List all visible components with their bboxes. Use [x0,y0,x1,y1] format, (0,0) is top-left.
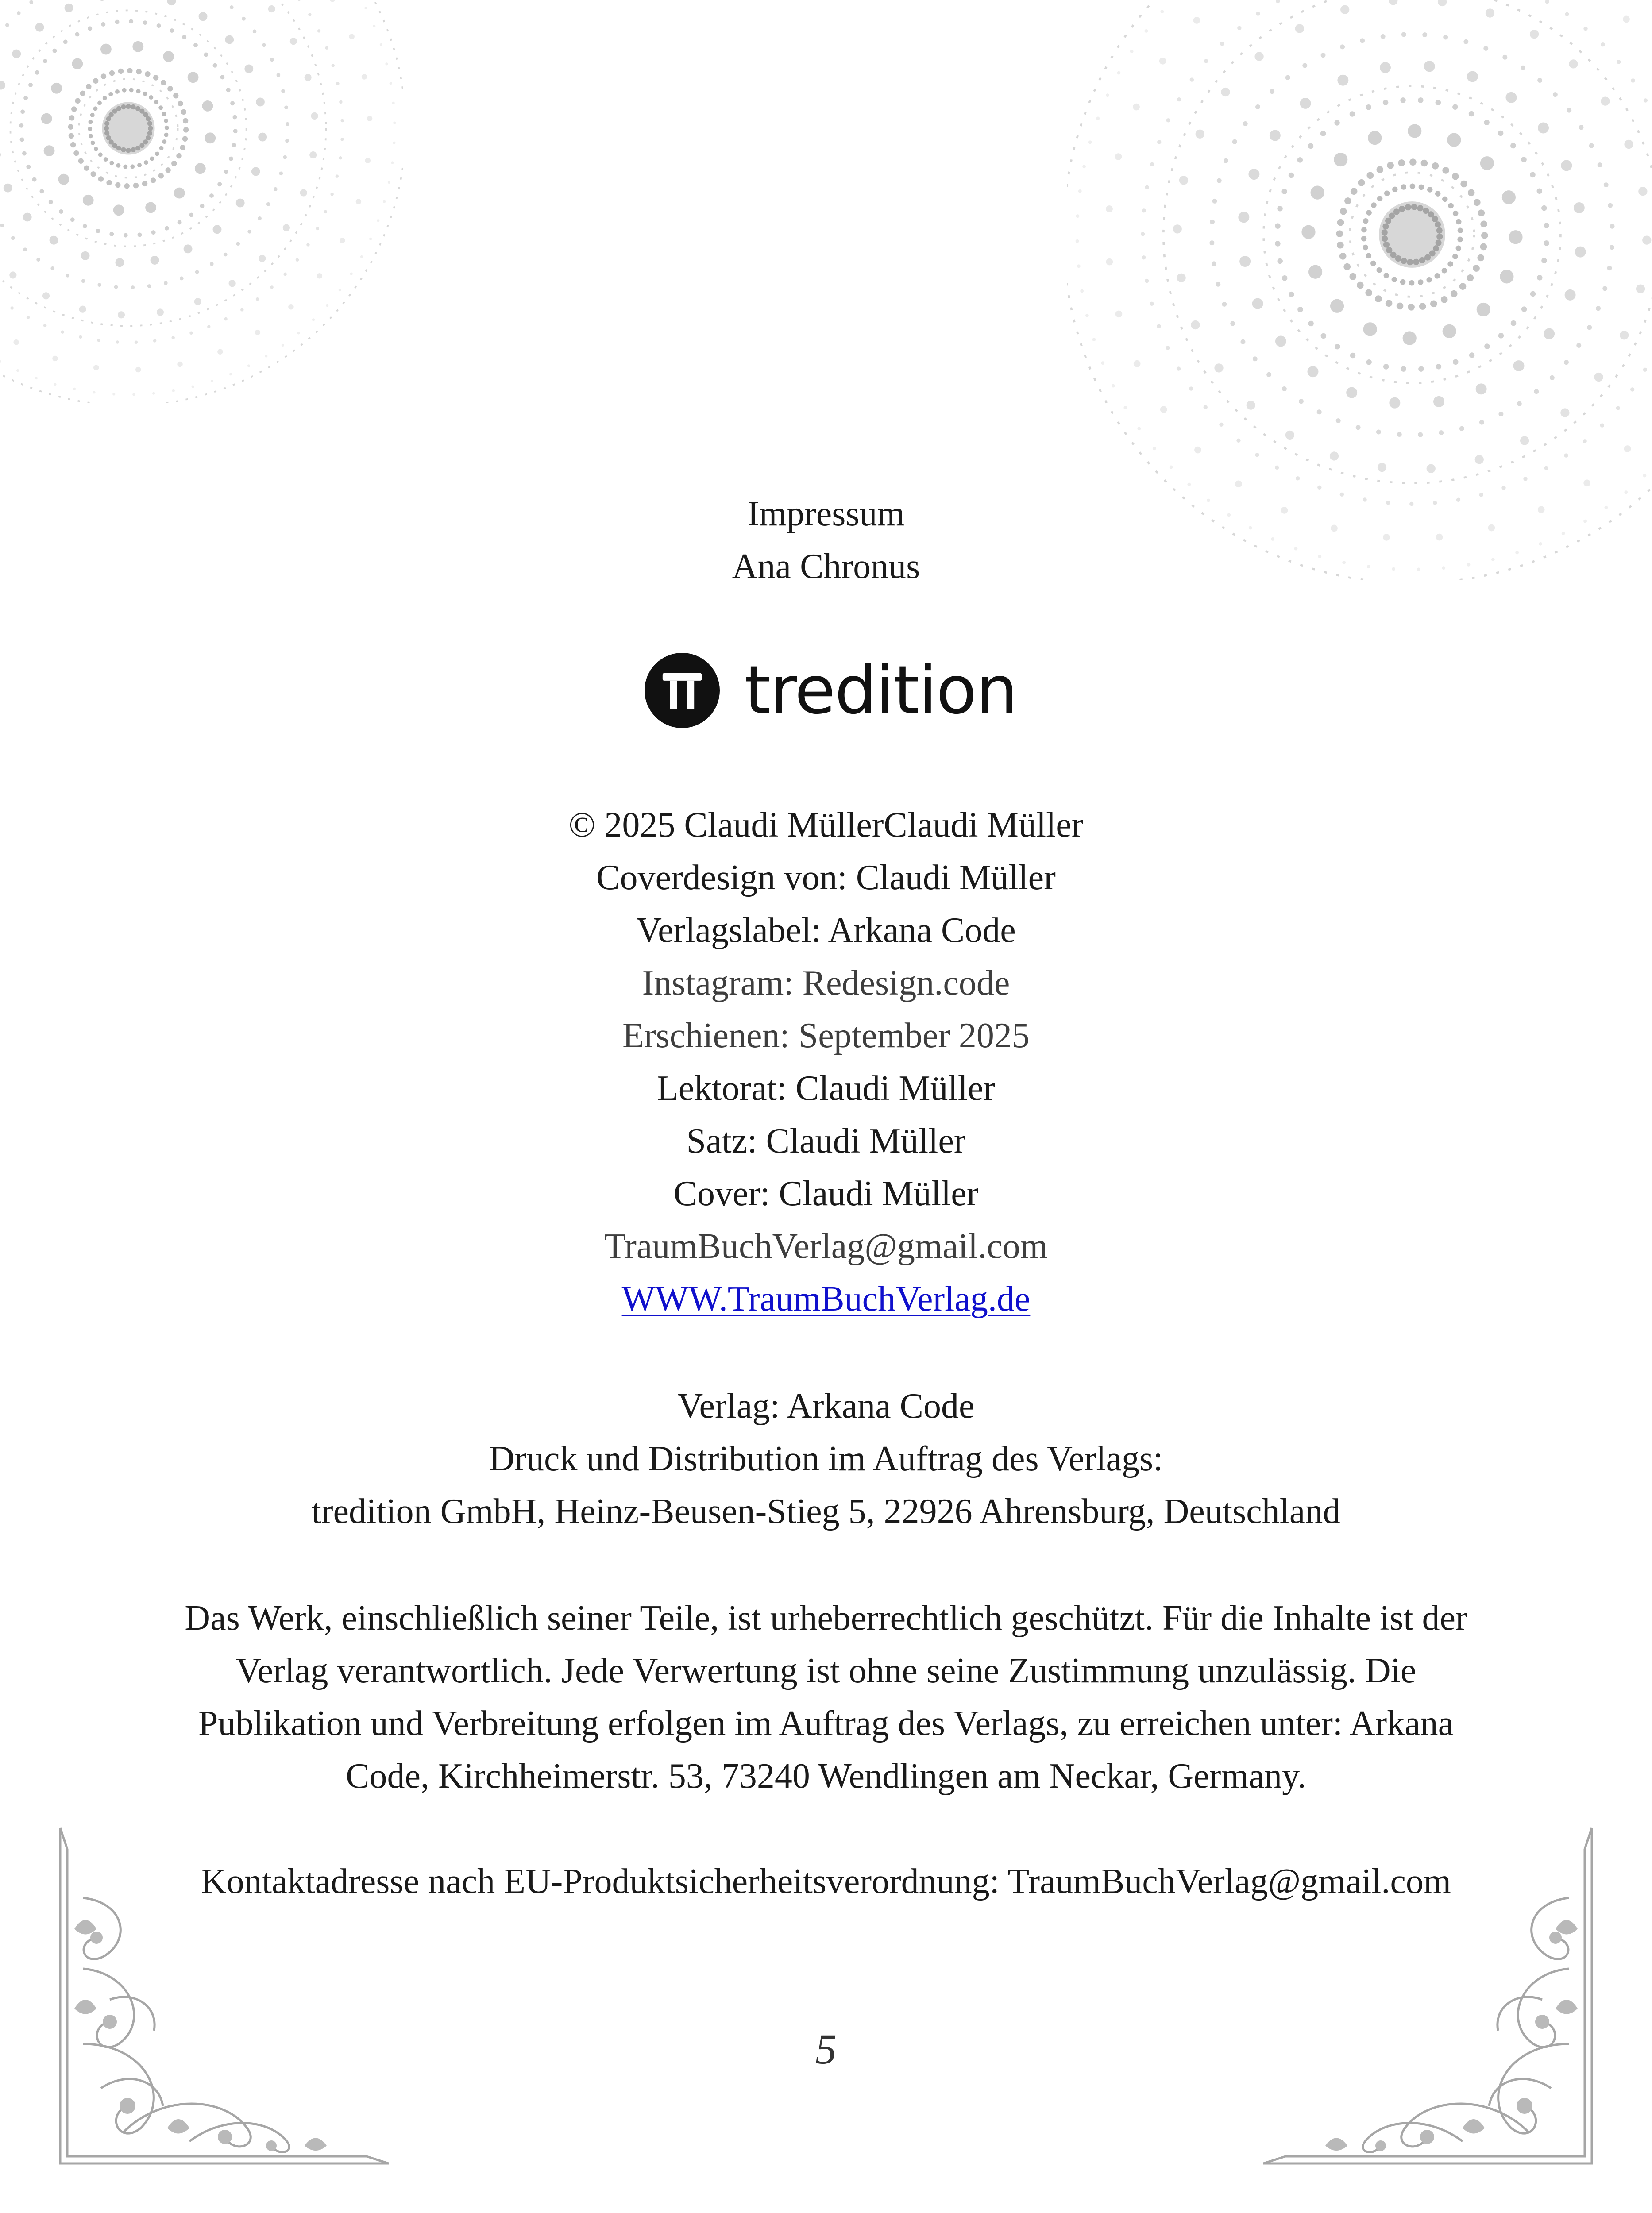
contact-block [0,1855,1652,1908]
publisher-line: Verlag: Arkana Code [677,1387,975,1426]
cover-design-line: Coverdesign von: Claudi Müller [596,858,1056,897]
release-date-line: Erschienen: September 2025 [622,1016,1030,1055]
legal-line: Publikation und Verbreitung erfolgen im Auftrag des Verlags, zu erreichen unter: Arkana [198,1704,1454,1743]
tredition-logo [645,651,1017,730]
distribution-line: Druck und Distribution im Auftrag des Verlags: [489,1439,1163,1478]
instagram-line: Instagram: Redesign.code [642,964,1010,1002]
legal-notice [0,1592,1652,1803]
email-line: TraumBuchVerlag@gmail.com [604,1227,1048,1266]
typesetting-line: Satz: Claudi Müller [686,1122,966,1160]
label-line: Verlagslabel: Arkana Code [636,911,1016,950]
page-number: 5 [815,2025,837,2073]
cover-line: Cover: Claudi Müller [673,1174,979,1213]
website-link[interactable]: WWW.TraumBuchVerlag.de [621,1280,1031,1319]
tredition-logo-icon [645,653,720,728]
legal-line: Das Werk, einschließlich seiner Teile, ist urheberrechtlich geschützt. Für die Inhalte ist der [185,1599,1467,1638]
distributor-address-line: tredition GmbH, Heinz-Beusen-Stieg 5, 22926 Ahrensburg, Deutschland [311,1492,1341,1531]
publisher-block [0,1380,1652,1538]
editing-line: Lektorat: Claudi Müller [656,1069,996,1108]
legal-line: Verlag verantwortlich. Jede Verwertung ist ohne seine Zustimmung unzulässig. Die [235,1651,1417,1690]
credits-block [0,799,1652,1326]
legal-line: Code, Kirchheimerstr. 53, 73240 Wendlingen am Neckar, Germany. [346,1757,1306,1796]
section-title: Impressum [747,494,905,533]
contact-line: Kontaktadresse nach EU-Produktsicherheitsverordnung: TraumBuchVerlag@gmail.com [201,1862,1451,1901]
author-name: Ana Chronus [732,547,920,586]
copyright-line: © 2025 Claudi MüllerClaudi Müller [568,806,1084,844]
imprint-header [0,488,1652,593]
logo-wordmark: tredition [745,652,1017,729]
mandala-ornament-icon [0,0,403,403]
